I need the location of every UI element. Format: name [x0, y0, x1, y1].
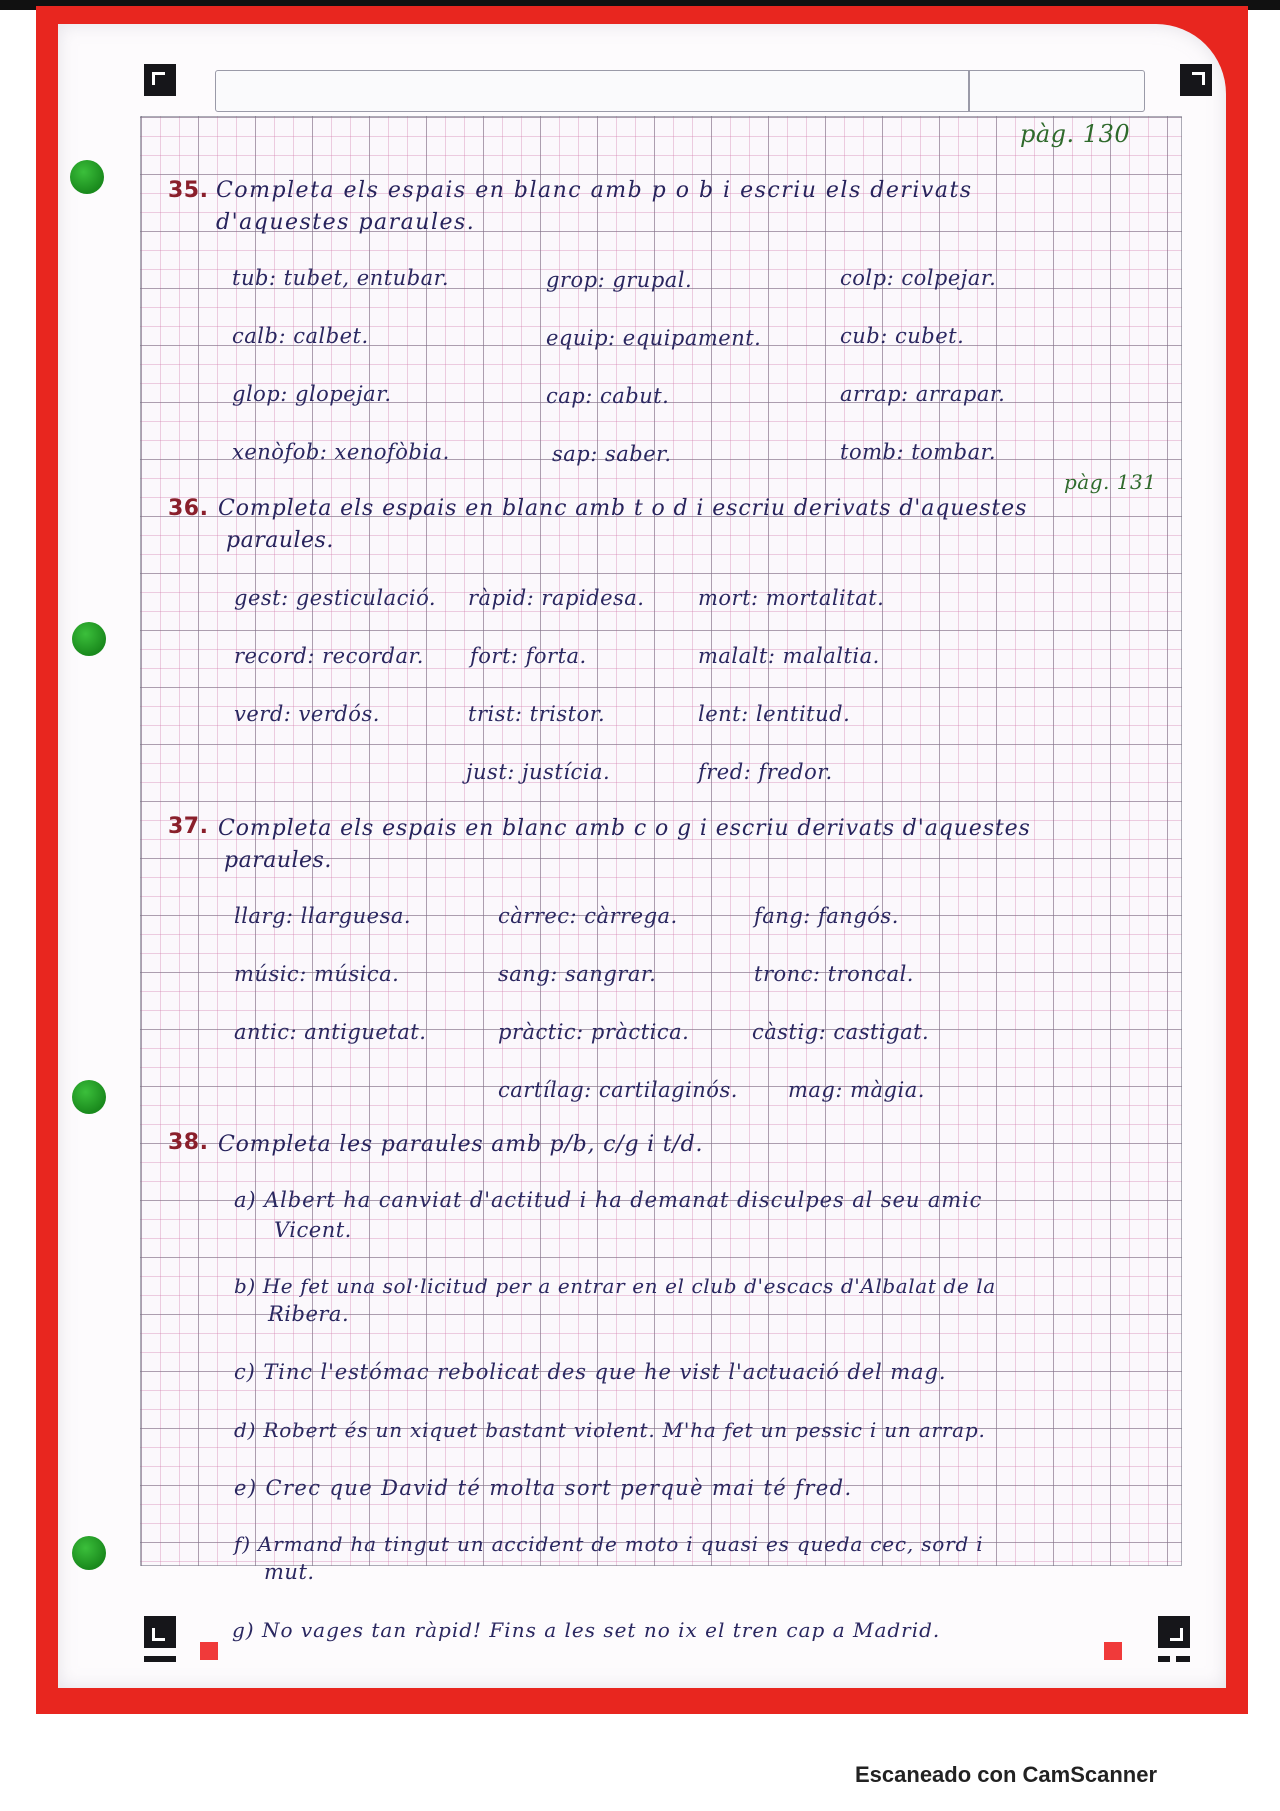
- bottom-left-bar: [144, 1656, 176, 1662]
- corner-mark-top-right: [1180, 64, 1212, 96]
- exercise-35-instruction-line2: d'aquestes paraules.: [216, 210, 476, 235]
- exercise-36-instruction-line1: Completa els espais en blanc amb t o d i escriu derivats d'aquestes: [218, 496, 1028, 521]
- exercise-36-item: verd: verdós.: [234, 702, 380, 726]
- exercise-36-item: just: justícia.: [466, 760, 611, 784]
- exercise-number-36: 36.: [168, 496, 209, 521]
- exercise-36-item: fred: fredor.: [698, 760, 833, 784]
- exercise-37-item: tronc: troncal.: [754, 962, 914, 986]
- exercise-37-instruction-line2: paraules.: [224, 848, 332, 873]
- binder-hole-3: [72, 1080, 106, 1114]
- exercise-38-sentence: d) Robert és un xiquet bastant violent. M'ha fet un pessic i un arrap.: [234, 1418, 986, 1442]
- exercise-35-item: equip: equipament.: [546, 326, 762, 350]
- corner-mark-top-left: [144, 64, 176, 96]
- page-ref-130: pàg. 130: [1020, 120, 1131, 148]
- notebook-cover: [36, 6, 1248, 1714]
- binder-hole-1: [70, 160, 104, 194]
- exercise-38-sentence: b) He fet una sol·licitud per a entrar en el club d'escacs d'Albalat de la: [234, 1274, 996, 1298]
- binder-hole-4: [72, 1536, 106, 1570]
- exercise-36-item: ràpid: rapidesa.: [468, 586, 645, 610]
- exercise-38-sentence-continuation: mut.: [264, 1560, 315, 1584]
- exercise-37-item: fang: fangós.: [754, 904, 899, 928]
- exercise-38-sentence: c) Tinc l'estómac rebolicat des que he vist l'actuació del mag.: [234, 1360, 947, 1384]
- red-square-left: [200, 1642, 218, 1660]
- exercise-38-sentence: a) Albert ha canviat d'actitud i ha demanat disculpes al seu amic: [234, 1188, 983, 1212]
- exercise-38-sentence: g) No vages tan ràpid! Fins a les set no ix el tren cap a Madrid.: [232, 1618, 941, 1642]
- exercise-38-sentence-continuation: Ribera.: [268, 1302, 350, 1326]
- exercise-35-item: cub: cubet.: [840, 324, 965, 348]
- exercise-35-item: tomb: tombar.: [840, 440, 997, 464]
- exercise-36-item: mort: mortalitat.: [698, 586, 885, 610]
- exercise-35-item: xenòfob: xenofòbia.: [232, 440, 450, 464]
- exercise-37-item: pràctic: pràctica.: [498, 1020, 690, 1044]
- camscanner-watermark: Escaneado con CamScanner: [855, 1762, 1158, 1787]
- exercise-37-item: músic: música.: [234, 962, 400, 986]
- exercise-37-item: càstig: castigat.: [752, 1020, 930, 1044]
- red-square-right: [1104, 1642, 1122, 1660]
- exercise-38-sentence-continuation: Vicent.: [274, 1218, 352, 1242]
- corner-mark-bottom-left: [144, 1616, 176, 1648]
- exercise-37-instruction-line1: Completa els espais en blanc amb c o g i escriu derivats d'aquestes: [218, 816, 1031, 841]
- exercise-35-item: arrap: arrapar.: [840, 382, 1006, 406]
- exercise-36-item: trist: tristor.: [468, 702, 606, 726]
- header-divider: [968, 71, 970, 111]
- exercise-35-item: glop: glopejar.: [232, 382, 392, 406]
- exercise-37-item: mag: màgia.: [788, 1078, 925, 1102]
- bottom-right-bar-2: [1176, 1656, 1190, 1662]
- header-box: [215, 70, 1145, 112]
- exercise-number-38: 38.: [168, 1130, 209, 1155]
- bottom-right-bar-1: [1158, 1656, 1170, 1662]
- corner-mark-bottom-right: [1158, 1616, 1190, 1648]
- exercise-35-item: cap: cabut.: [546, 384, 670, 408]
- exercise-37-item: cartílag: cartilaginós.: [498, 1078, 738, 1102]
- exercise-37-item: antic: antiguetat.: [234, 1020, 427, 1044]
- exercise-35-item: calb: calbet.: [232, 324, 369, 348]
- page-ref-131: pàg. 131: [1064, 470, 1157, 494]
- exercise-number-37: 37.: [168, 814, 209, 839]
- exercise-36-item: gest: gesticulació.: [234, 586, 437, 610]
- exercise-38-sentence: f) Armand ha tingut un accident de moto i quasi es queda cec, sord i: [234, 1532, 984, 1556]
- exercise-38-instruction: Completa les paraules amb p/b, c/g i t/d.: [218, 1132, 704, 1157]
- exercise-36-instruction-line2: paraules.: [226, 528, 334, 553]
- exercise-37-item: càrrec: càrrega.: [498, 904, 678, 928]
- exercise-36-item: fort: forta.: [470, 644, 587, 668]
- exercise-35-item: tub: tubet, entubar.: [232, 266, 450, 290]
- exercise-number-35: 35.: [168, 178, 209, 203]
- exercise-35-item: colp: colpejar.: [840, 266, 997, 290]
- binder-hole-2: [72, 622, 106, 656]
- exercise-36-item: record: recordar.: [234, 644, 424, 668]
- exercise-36-item: lent: lentitud.: [698, 702, 851, 726]
- exercise-37-item: sang: sangrar.: [498, 962, 657, 986]
- exercise-37-item: llarg: llarguesa.: [234, 904, 412, 928]
- exercise-35-item: sap: saber.: [552, 442, 672, 466]
- exercise-35-instruction-line1: Completa els espais en blanc amb p o b i escriu els derivats: [216, 178, 973, 203]
- exercise-35-item: grop: grupal.: [546, 268, 693, 292]
- exercise-38-sentence: e) Crec que David té molta sort perquè mai té fred.: [234, 1476, 853, 1500]
- exercise-36-item: malalt: malaltia.: [698, 644, 880, 668]
